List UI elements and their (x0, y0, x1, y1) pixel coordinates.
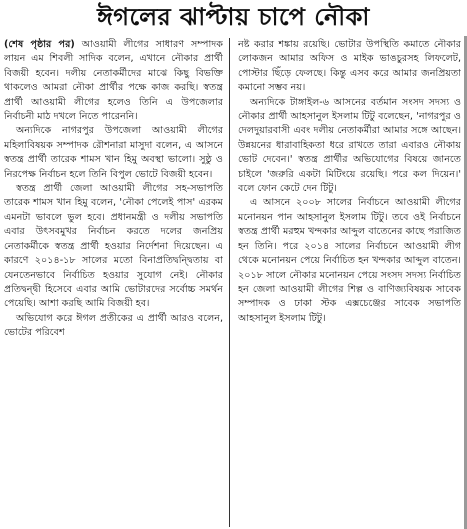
article-paragraph: অন্যদিকে টাঙ্গাইল-৬ আসনের বর্তমান সংসদ সদস্য ও নৌকার প্রার্থী আহসানুল ইসলাম টিটু বলেছেন, 'নাগরপুর ও দেলদুয়ারবাসী এবং দলীয় নেতাকর্মীরা আমার সঙ্গে আছেন। উন্নয়নের ধারাবাহিকতা ধরে রাখতে তারা এবারও নৌকায় ভোট দেবেন।' স্বতন্ত্র প্রার্থীর অভিযোগের বিষয়ে জানতে চাইলে 'জরুরি একটা মিটিংয়ে রয়েছি। পরে কল দিয়েন।' বলে ফোন কেটে দেন টিটু। (238, 96, 461, 195)
article-column-right (238, 38, 461, 527)
article-paragraph: এ আসনে ২০০৮ সালের নির্বাচনে আওয়ামী লীগের মনোনয়ন পান আহসানুল ইসলাম টিটু। তবে ওই নির্বাচনে স্বতন্ত্র প্রার্থী মরহুম খন্দকার আব্দুল বাতেনের কাছে পরাজিত হন তিনি। পরে ২০১৪ সালের নির্বাচনে আওয়ামী লীগ থেকে মনোনয়ন পেয়ে নির্বাচিত হন খন্দকার আব্দুল বাতেন। ২০১৮ সালে নৌকার মনোনয়ন পেয়ে সংসদ সদস্য নির্বাচিত হন জেলা আওয়ামী লীগের শিল্প ও বাণিজ্যবিষয়ক সাবেক সম্পাদক ও ঢাকা স্টক এক্সচেঞ্জের সাবেক সভাপতি আহসানুল ইসলাম টিটু। (238, 197, 461, 324)
article-column-left (4, 38, 223, 527)
continuation-tag: (শেষ পৃষ্ঠার পর) (4, 39, 75, 50)
article-paragraph: স্বতন্ত্র প্রার্থী জেলা আওয়ামী লীগের সহ-সভাপতি তারেক শামস খান হিমু বলেন, 'নৌকা পেলেই পাস' এরকম এমনটা ভাবলে ভুল হবে। প্রধানমন্ত্রী ও দলীয় সভাপতি এবার উৎসবমুখর নির্বাচন করতে দলের জনপ্রিয় নেতাকর্মীকে স্বতন্ত্র প্রার্থী হওয়ার নির্দেশনা দিয়েছেন। এ কারণে ২০১৪-১৮ সালের মতো বিনাপ্রতিদ্বন্দ্বিতায় বা যেনতেনভাবে নির্বাচিত হওয়ার সুযোগ নেই। নৌকার প্রতিদ্বন্দ্বী হিসেবে এবার আমি ভোটারদের সর্বোচ্চ সমর্থন পেয়েছি। আশা করছি আমি বিজয়ী হব। (4, 183, 223, 310)
article-paragraph (4, 38, 223, 124)
article-paragraph: অভিযোগ করে ঈগল প্রতীকের এ প্রার্থী আরও বলেন, ভোটের পরিবেশ (4, 312, 223, 339)
column-divider (229, 38, 230, 527)
article-paragraph: অন্যদিকে নাগরপুর উপজেলা আওয়ামী লীগের মহিলাবিষয়ক সম্পাদক রৌশনারা মাসুদা বলেন, এ আসনে স্বতন্ত্র প্রার্থী তারেক শামস খান হিমু অবস্থা ভালো। সুষ্ঠু ও নিরপেক্ষ নির্বাচন হলে তিনি বিপুল ভোটে বিজয়ী হবেন। (4, 125, 223, 180)
headline: ঈগলের ঝাপ্টায় চাপে নৌকা (97, 3, 370, 31)
article-paragraph: নষ্ট করার শঙ্কায় রয়েছি। ভোটার উপস্থিতি কমাতে নৌকার লোকজন আমার অফিস ও মাইক ভাঙচুরসহ লিফলেট, পোস্টার ছিঁড়ে ফেলছে। কিন্তু এসব করে আমার জনপ্রিয়তা কমানো সম্ভব নয়। (238, 39, 461, 94)
paragraph-text: আওয়ামী লীগের সাধারণ সম্পাদক লায়ন এম শিবলী সাদিক বলেন, এখানে নৌকার প্রার্থী বিজয়ী হবেন। দলীয় নেতাকর্মীদের মাঝে কিছু বিভক্তি থাকলেও আমরা নৌকা প্রার্থীর পক্ষে কাজ করছি। স্বতন্ত্র প্রার্থী আওয়ামী লীগের হলেও তিনি এ উপজেলার নির্বাচনী মাঠ দখলে নিতে পারেননি। (4, 39, 223, 123)
